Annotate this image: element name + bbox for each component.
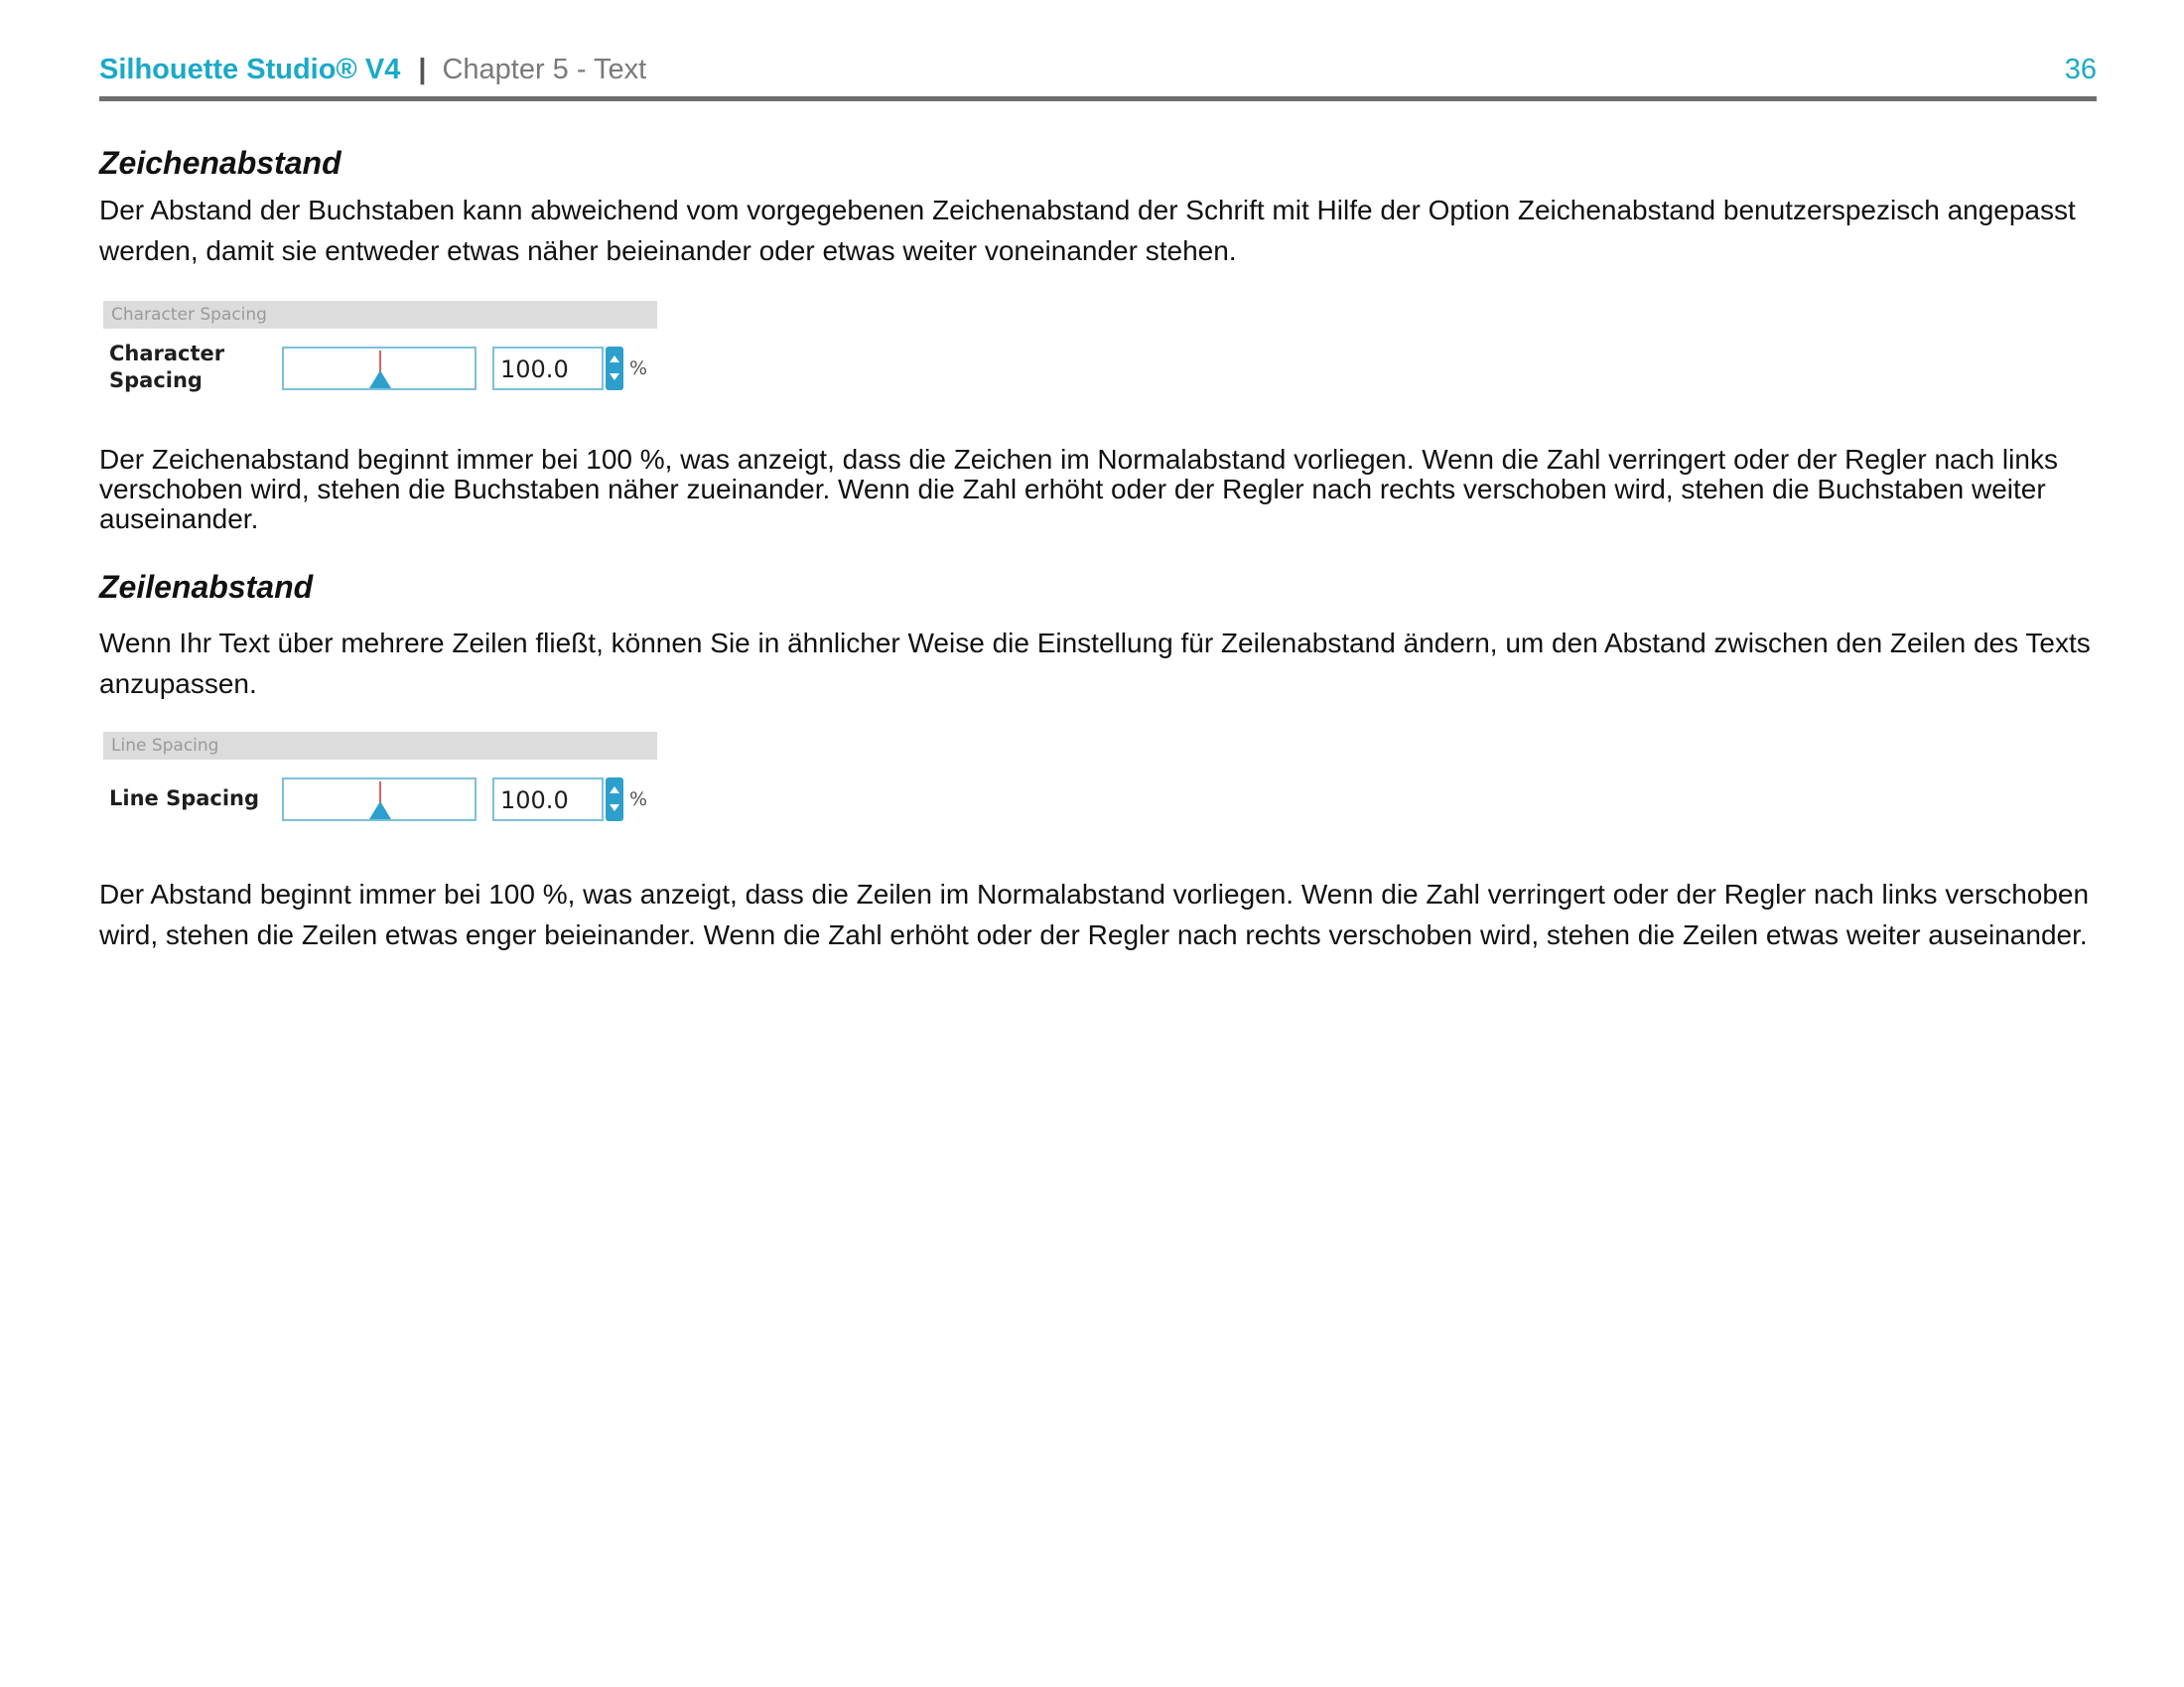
line-spacing-stepper[interactable] [606,777,623,821]
line-spacing-intro: Wenn Ihr Text über mehrere Zeilen fließt, können Sie in ähnlicher Weise die Einstellung für Zeilenabstand ändern, um den Abstand zwischen den Zeilen des Texts anzupassen. [99,628,2091,699]
character-spacing-widget [103,301,659,400]
character-spacing-explanation: Der Zeichenabstand beginnt immer bei 100 %, was anzeigt, dass die Zeichen im Normalabstand vorliegen. Wenn die Zahl verringert oder der Regler nach links verschoben wird, stehen die Buchstaben näher zueinander. Wenn die Zahl erhöht oder der Regler nach rechts verschoben wird, stehen die Buchstaben weiter auseinander. [99,444,2058,534]
unit-label: % [629,788,648,810]
page-header [99,48,2097,91]
widget-label: Line Spacing [109,786,260,810]
widget-title: Character Spacing [103,301,657,329]
header-brand: Silhouette Studio® V4 [99,54,401,85]
widget-label [109,341,224,394]
header-chapter: Chapter 5 - Text [442,54,647,85]
line-spacing-explanation: Der Abstand beginnt immer bei 100 %, was anzeigt, dass die Zeilen im Normalabstand vorliegen. Wenn die Zahl verringert oder der Regler nach links verschoben wird, stehen die Zeilen etwas enger beieinander. Wenn die Zahl erhöht oder der Regler nach rechts verschoben wird, stehen die Zeilen etwas weiter auseinander. [99,879,2090,950]
section-heading-character-spacing: Zeichenabstand [99,145,341,181]
widget-title: Line Spacing [103,732,657,760]
character-spacing-intro: Der Abstand der Buchstaben kann abweichend vom vorgegebenen Zeichenabstand der Schrift mit Hilfe der Option Zeichenabstand benutzerspezisch angepasst werden, damit sie entweder etwas näher beieinander oder etwas weiter voneinander stehen. [99,195,2076,266]
slider-handle[interactable] [369,370,391,388]
line-spacing-input[interactable]: 100.0 [492,777,604,821]
widget-label-line2: Spacing [109,368,203,392]
widget-label-line1: Character [109,342,225,365]
line-spacing-widget [103,732,659,831]
header-rule [99,96,2097,101]
page-number: 36 [2064,54,2097,85]
character-spacing-input[interactable]: 100.0 [492,347,604,390]
character-spacing-slider[interactable] [282,347,477,390]
line-spacing-slider[interactable] [282,777,477,821]
unit-label: % [629,357,648,379]
header-separator: | [418,54,427,85]
character-spacing-stepper[interactable] [606,347,623,390]
section-heading-line-spacing: Zeilenabstand [99,569,314,605]
slider-handle[interactable] [369,801,391,819]
